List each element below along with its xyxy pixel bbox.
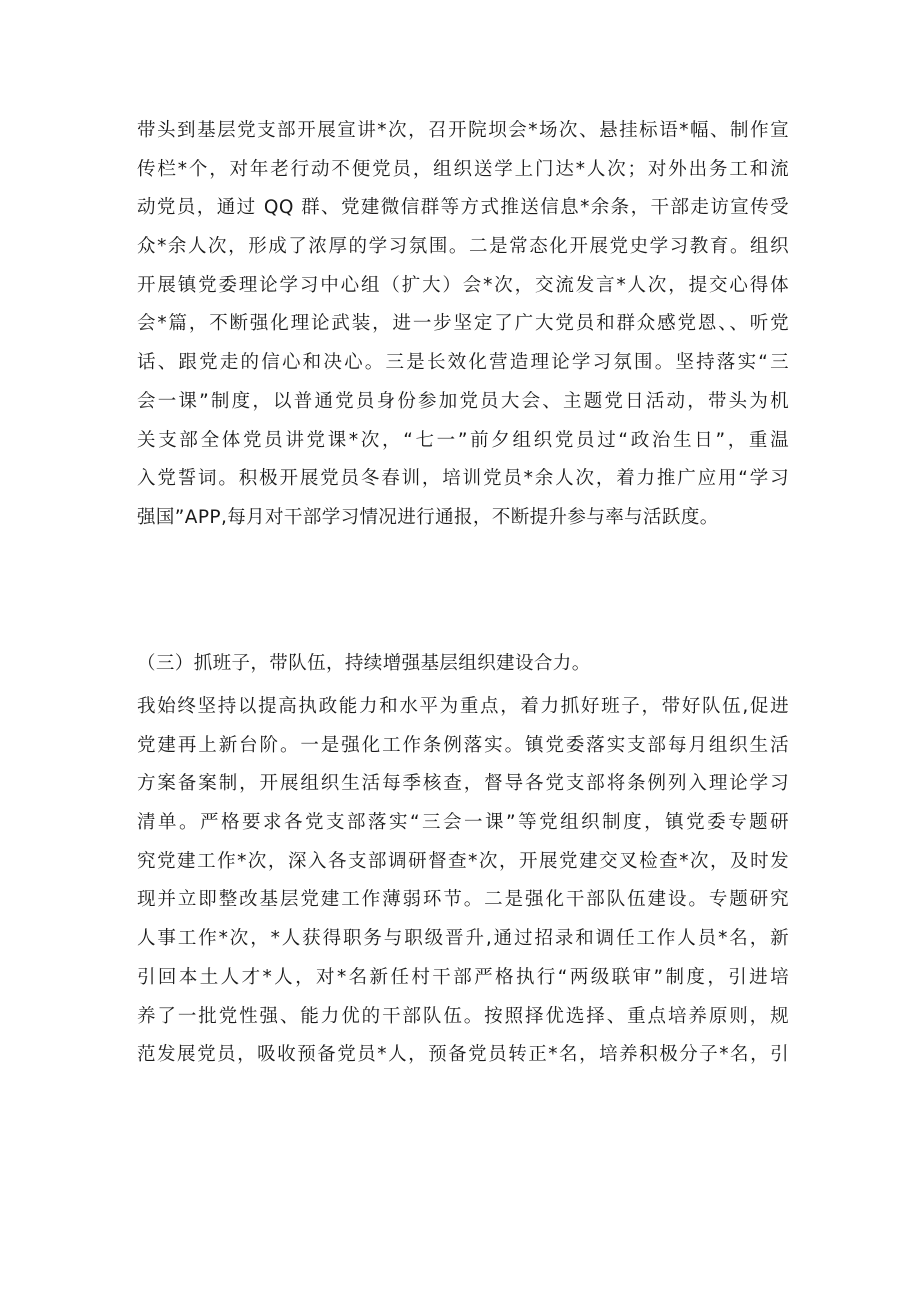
text-line: 会*篇，不断强化理论武装，进一步坚定了广大党员和群众感党恩、、听党 — [137, 313, 789, 335]
text-line: 我始终坚持以提高执政能力和水平为重点，着力抓好班子，带好队伍,促进 — [137, 696, 789, 717]
text-line: 传栏*个，对年老行动不便党员，组织送学上门达*人次；对外出务工和流 — [137, 158, 789, 180]
text-line: 入党誓词。积极开展党员冬春训，培训党员*余人次，着力推广应用“学习 — [137, 468, 789, 490]
text-line: 话、跟党走的信心和决心。三是长效化营造理论学习氛围。坚持落实“三 — [137, 352, 789, 374]
paragraph-study-activities — [137, 112, 789, 538]
text-line: 关支部全体党员讲党课*次，“七一”前夕组织党员过“政治生日”，重温 — [137, 429, 789, 451]
text-line: 开展镇党委理论学习中心组（扩大）会*次，交流发言*人次，提交心得体 — [137, 274, 789, 296]
text-line: 带头到基层党支部开展宣讲*次，召开院坝会*场次、悬挂标语*幅、制作宣 — [137, 120, 789, 141]
text-line: 引回本土人才*人，对*名新任村干部严格执行“两级联审”制度，引进培 — [137, 966, 789, 988]
text-line: 范发展党员，吸收预备党员*人，预备党员转正*名，培养积极分子*名，引 — [137, 1044, 789, 1066]
section-heading — [137, 645, 789, 684]
text-line: 众*余人次，形成了浓厚的学习氛围。二是常态化开展党史学习教育。组织 — [137, 236, 789, 258]
text-line: 党建再上新台阶。一是强化工作条例落实。镇党委落实支部每月组织生活 — [137, 734, 789, 756]
text-line: 会一课”制度，以普通党员身份参加党员大会、主题党日活动，带头为机 — [137, 390, 789, 412]
text-line: 究党建工作*次，深入各支部调研督查*次，开展党建交叉检查*次，及时发 — [137, 850, 789, 872]
text-line: 清单。严格要求各党支部落实“三会一课”等党组织制度，镇党委专题研 — [137, 812, 789, 834]
text-line: 养了一批党性强、能力优的干部队伍。按照择优选择、重点培养原则，规 — [137, 1005, 789, 1027]
text-line: 人事工作*次，*人获得职务与职级晋升,通过招录和调任工作人员*名，新 — [137, 928, 789, 950]
text-line: 强国”APP,每月对干部学习情况进行通报，不断提升参与率与活跃度。 — [137, 506, 719, 528]
section-heading-text: （三）抓班子，带队伍，持续增强基层组织建设合力。 — [137, 653, 591, 674]
text-line: 方案备案制，开展组织生活每季核查，督导各党支部将条例列入理论学习 — [137, 773, 789, 795]
paragraph-team-building — [137, 688, 789, 1075]
text-line: 现并立即整改基层党建工作薄弱环节。二是强化干部队伍建设。专题研究 — [137, 889, 789, 911]
text-line: 动党员，通过 QQ 群、党建微信群等方式推送信息*余条，干部走访宣传受 — [137, 197, 789, 219]
